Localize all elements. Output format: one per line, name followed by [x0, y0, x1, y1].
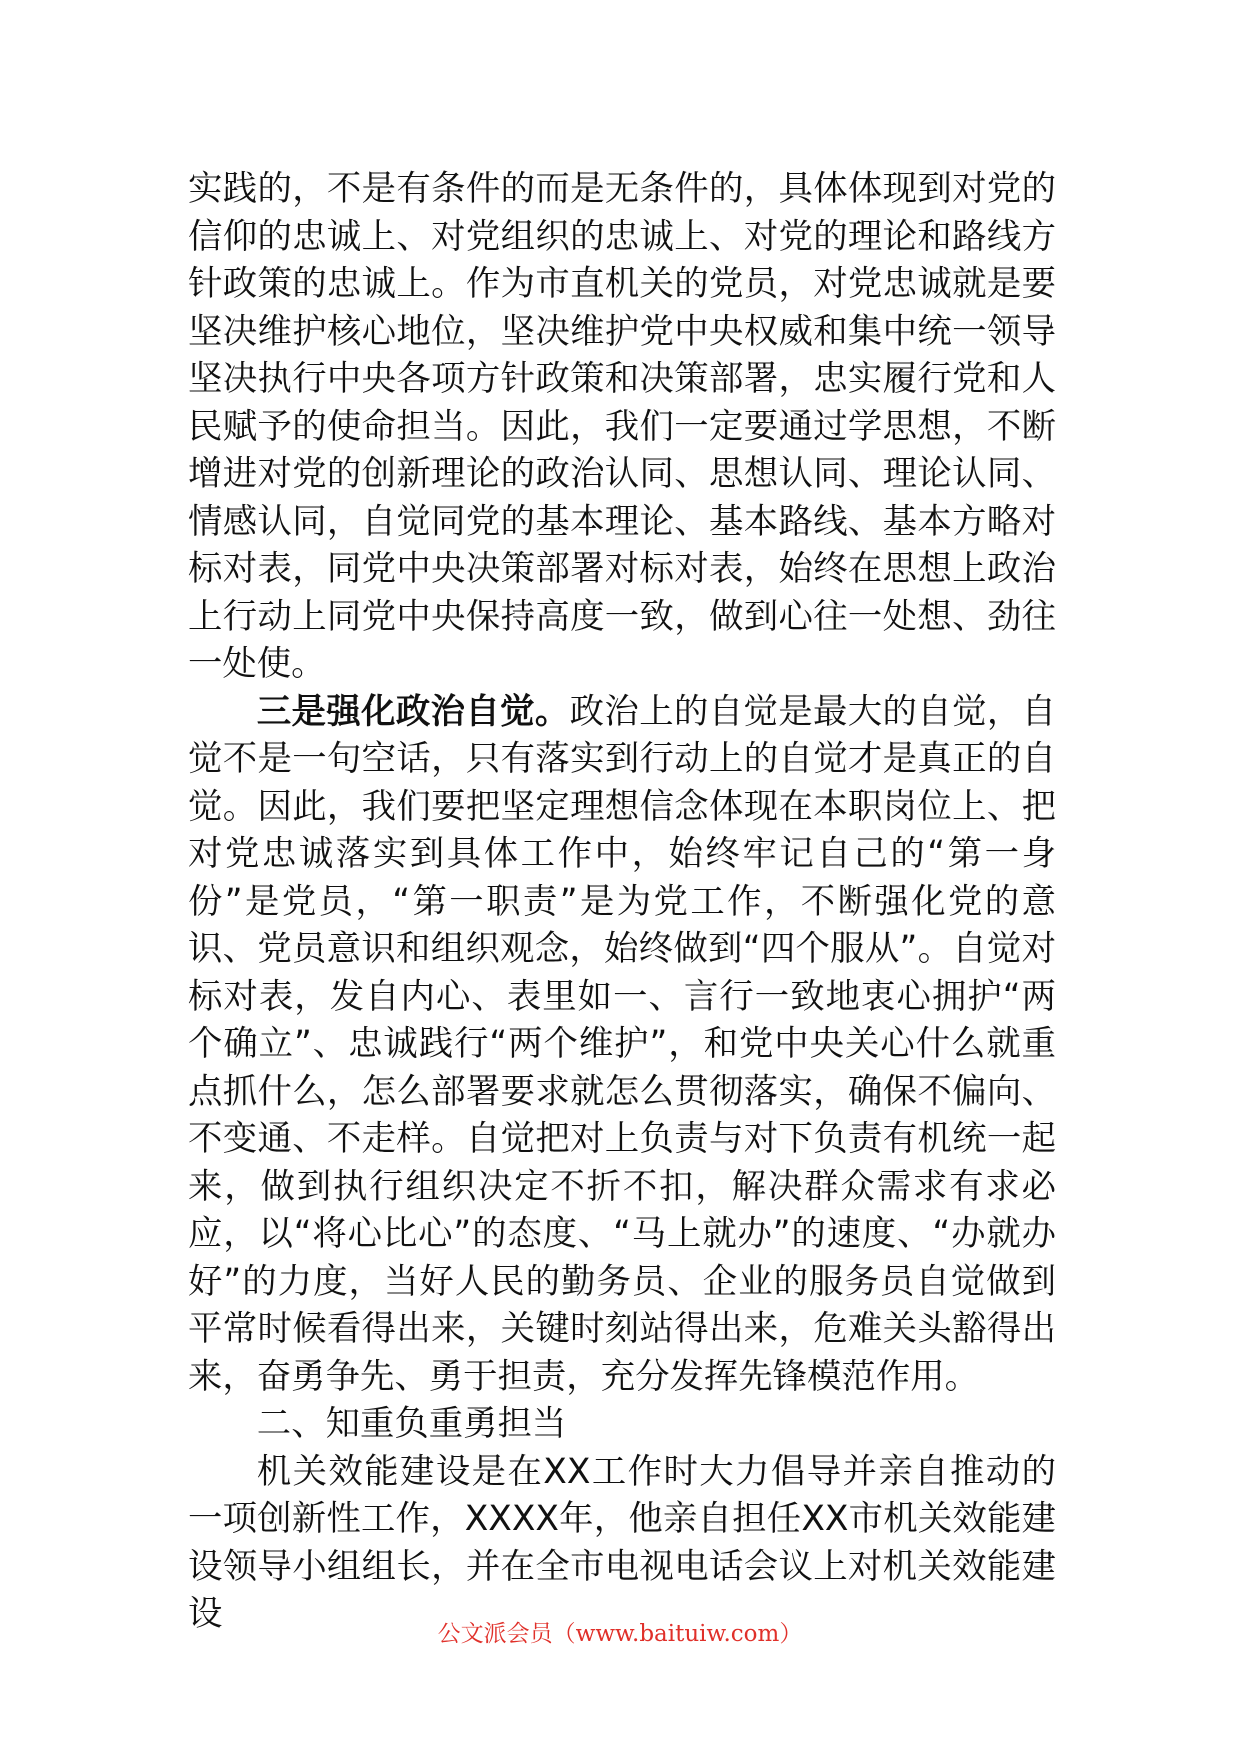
paragraph-efficiency [188, 1449, 1056, 1639]
footer-watermark: 公文派会员（www.baituiw.com） [437, 1621, 803, 1647]
paragraph-text: 实践的，不是有条件的而是无条件的，具体体现到对党的信仰的忠诚上、对党组织的忠诚上、对党的理论和路线方针政策的忠诚上。作为市直机关的党员，对党忠诚就是要坚决维护核心地位，坚决维护党中央权威和集中统一领导坚决执行中央各项方针政策和决策部署，忠实履行党和人民赋予的使命担当。因此，我们一定要通过学思想，不断增进对党的创新理论的政治认同、思想认同、理论认同、情感认同，自觉同党的基本理论、基本路线、基本方略对标对表，同党中央决策部署对标对表，始终在思想上政治上行动上同党中央保持高度一致，做到心往一处想、劲往一处使。 [188, 169, 1056, 684]
paragraph-continuation [188, 166, 1056, 689]
document-body [188, 166, 1056, 1639]
paragraph-bold-lead: 三是强化政治自觉。 [256, 691, 570, 732]
section-heading-text: 二、知重负重勇担当 [256, 1404, 567, 1444]
paragraph-political-consciousness [188, 689, 1056, 1402]
paragraph-text: 机关效能建设是在XX工作时大力倡导并亲自推动的一项创新性工作，XXXX年，他亲自担任XX市机关效能建设领导小组组长，并在全市电视电话会议上对机关效能建设 [188, 1451, 1056, 1634]
paragraph-text: 政治上的自觉是最大的自觉，自觉不是一句空话，只有落实到行动上的自觉才是真正的自觉。因此，我们要把坚定理想信念体现在本职岗位上、把对党忠诚落实到具体工作中，始终牢记自己的“第一身份”是党员，“第一职责”是为党工作，不断强化党的意识、党员意识和组织观念，始终做到“四个服从”。自觉对标对表，发自内心、表里如一、言行一致地衷心拥护“两个确立”、忠诚践行“两个维护”，和党中央关心什么就重点抓什么，怎么部署要求就怎么贯彻落实，确保不偏向、不变通、不走样。自觉把对上负责与对下负责有机统一起来，做到执行组织决定不折不扣，解决群众需求有求必应，以“将心比心”的态度、“马上就办”的速度、“办就办好”的力度，当好人民的勤务员、企业的服务员自觉做到平常时候看得出来，关键时刻站得出来，危难关头豁得出来，奋勇争先、勇于担责，充分发挥先锋模范作用。 [188, 691, 1056, 1397]
section-heading [188, 1401, 1056, 1449]
